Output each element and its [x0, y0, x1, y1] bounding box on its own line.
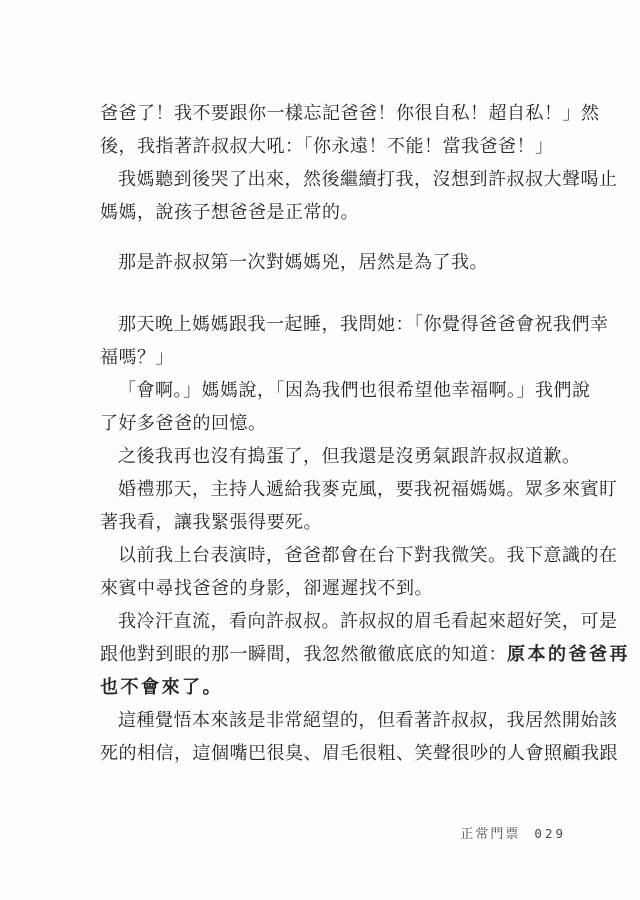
text-line: [100, 407, 570, 440]
text-line: [100, 308, 609, 341]
text-block: [100, 97, 630, 770]
text-segment: 了好多爸爸的回憶。: [100, 413, 267, 433]
text-line: [100, 196, 570, 229]
paragraph: [100, 374, 591, 440]
text-line: [100, 341, 570, 374]
text-segment: 來賓中尋找爸爸的身影，卻遲遲找不到。: [100, 578, 433, 598]
text-segment: 以前我上台表演時，爸爸都會在台下對我微笑。我下意識的在: [118, 545, 618, 565]
text-line: [100, 737, 618, 770]
text-segment: 爸爸了！我不要跟你一樣忘記爸爸！你很自私！超自私！」然: [100, 103, 600, 123]
text-segment: 之後我再也沒有搗蛋了，但我還是沒勇氣跟許叔叔道歉。: [118, 446, 581, 466]
text-line: [100, 638, 630, 671]
text-segment: 「會啊。」媽媽說，「因為我們也很希望他幸福啊。」我們說: [118, 380, 591, 400]
paragraph: [100, 440, 581, 473]
paragraph: [100, 605, 630, 704]
text-line: [100, 671, 570, 704]
text-line: [100, 539, 618, 572]
page-footer: [460, 826, 566, 842]
paragraph: [100, 163, 618, 229]
paragraph: [100, 473, 618, 539]
text-line: [100, 704, 618, 737]
text-segment: 後，我指著許叔叔大吼：「你永遠！不能！當我爸爸！」: [100, 136, 554, 156]
text-segment: 福嗎？」: [100, 347, 174, 367]
text-segment: 這種覺悟本來該是非常絕望的，但看著許叔叔，我居然開始該: [118, 710, 618, 730]
paragraph: [100, 97, 600, 163]
text-line: [100, 572, 570, 605]
book-title: 正常門票: [460, 826, 521, 841]
text-line: [100, 374, 591, 407]
emphasis-text: 也不會來了。: [100, 677, 223, 698]
paragraph: [100, 246, 570, 279]
text-line: [100, 97, 600, 130]
text-segment: 我媽聽到後哭了出來，然後繼續打我，沒想到許叔叔大聲喝止: [118, 169, 618, 189]
text-segment: 著我看，讓我緊張得要死。: [100, 512, 322, 532]
text-line: [100, 473, 618, 506]
text-segment: 那天晚上媽媽跟我一起睡，我問她：「你覺得爸爸會祝我們幸: [118, 314, 609, 334]
text-segment: 那是許叔叔第一次對媽媽兇，居然是為了我。: [118, 252, 488, 272]
page-number: 029: [534, 826, 566, 841]
paragraph: [100, 539, 618, 605]
text-segment: 婚禮那天，主持人遞給我麥克風，要我祝福媽媽。眾多來賓盯: [118, 479, 618, 499]
text-segment: 跟他對到眼的那一瞬間，我忽然徹徹底底的知道：: [100, 644, 507, 664]
text-segment: 死的相信，這個嘴巴很臭、眉毛很粗、笑聲很吵的人會照顧我跟: [100, 743, 618, 763]
text-segment: 我冷汗直流，看向許叔叔。許叔叔的眉毛看起來超好笑，可是: [118, 611, 618, 631]
text-line: [100, 440, 581, 473]
emphasis-text: 原本的爸爸再: [507, 644, 630, 665]
text-line: [100, 130, 570, 163]
text-line: [100, 506, 570, 539]
text-segment: 媽媽，說孩子想爸爸是正常的。: [100, 202, 359, 222]
paragraph: [100, 704, 618, 770]
text-line: [100, 246, 570, 279]
text-line: [100, 163, 618, 196]
paragraph: [100, 308, 609, 374]
text-line: [100, 605, 618, 638]
